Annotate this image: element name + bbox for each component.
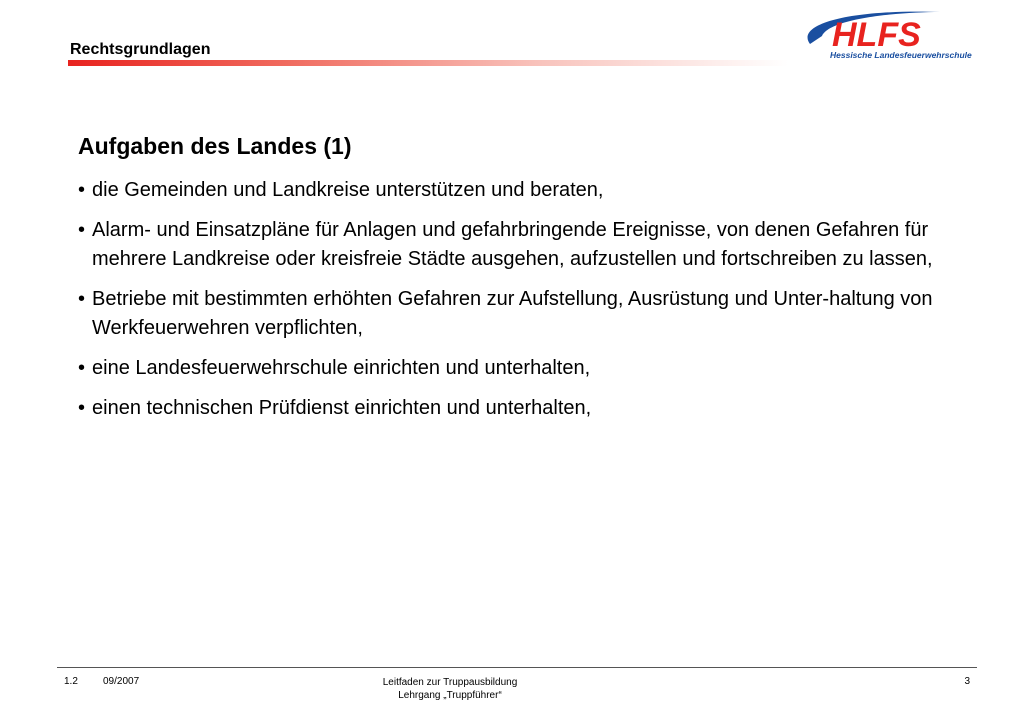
bullet-item: • die Gemeinden und Landkreise unterstützen und beraten, bbox=[78, 179, 604, 201]
footer-line1: Leitfaden zur Truppausbildung bbox=[382, 677, 518, 688]
header-title: Rechtsgrundlagen bbox=[70, 41, 211, 58]
footer-rule bbox=[57, 667, 977, 668]
footer-course bbox=[300, 676, 600, 702]
page-heading: Aufgaben des Landes (1) bbox=[78, 133, 352, 159]
logo-text: HLFS bbox=[832, 16, 921, 54]
header-rule bbox=[68, 60, 788, 66]
bullet-item: • Alarm- und Einsatzpläne für Anlagen und gefahrbringende Ereignisse, von denen Gefahren für mehrere Landkreise oder kreisfreie Städte ausgehen, aufzustellen und fortschreiben zu lassen, bbox=[78, 219, 933, 270]
bullet-item: • Betriebe mit bestimmten erhöhten Gefahren zur Aufstellung, Ausrüstung und Unter-haltung von Werkfeuerwehren verpflichten, bbox=[78, 288, 933, 339]
footer-date: 09/2007 bbox=[103, 676, 140, 687]
logo-subtitle: Hessische Landesfeuerwehrschule bbox=[830, 50, 972, 60]
bullet-item: • eine Landesfeuerwehrschule einrichten und unterhalten, bbox=[78, 357, 591, 379]
page-number: 3 bbox=[964, 676, 970, 687]
footer-version: 1.2 bbox=[64, 676, 78, 687]
footer-line2: Lehrgang „Truppführer“ bbox=[398, 690, 502, 701]
bullet-list bbox=[78, 176, 978, 434]
bullet-item: • einen technischen Prüfdienst einrichten und unterhalten, bbox=[78, 397, 592, 419]
